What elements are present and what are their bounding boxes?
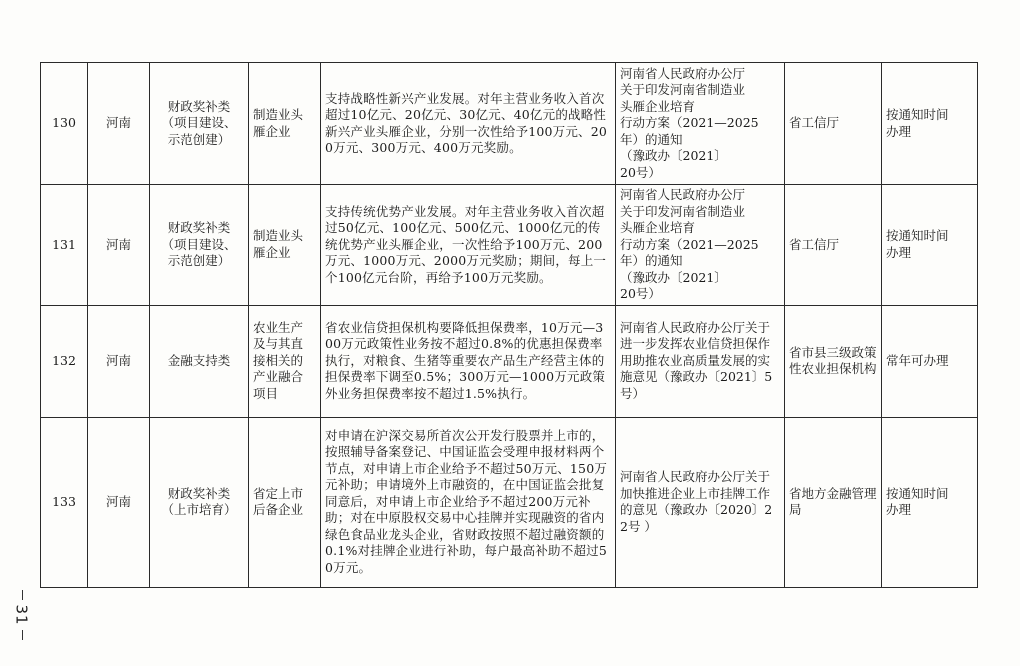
policy-content-cell: 省农业信贷担保机构要降低担保费率，10万元—300万元政策性业务按不超过0.8%的优惠担保费率执行，对粮食、生猪等重要农产品生产经营主体的担保费率下调至0.5%；300万元—1000万元政策外业务担保费率按不超过1.5%执行。 <box>321 305 616 417</box>
category-cell: 财政奖补类 （项目建设、 示范创建） <box>150 185 249 306</box>
policy-table <box>40 62 978 588</box>
page-number-dash-bottom <box>22 630 23 640</box>
department-cell: 省地方金融管理局 <box>785 417 882 587</box>
category-cell: 财政奖补类 （项目建设、 示范创建） <box>150 63 249 185</box>
department-cell: 省工信厅 <box>785 63 882 185</box>
policy-content-cell: 支持传统优势产业发展。对年主营业务收入首次超过50亿元、100亿元、500亿元、1000亿元的传统优势产业头雁企业，一次性给予100万元、200万元、1000万元、2000万元奖励；期间，每上一个100亿元台阶，再给予100万元奖励。 <box>321 185 616 306</box>
table-row <box>41 63 978 185</box>
subject-cell: 制造业头 雁企业 <box>249 185 321 306</box>
subject-cell: 制造业头 雁企业 <box>249 63 321 185</box>
policy-document-cell: 河南省人民政府办公厅 关于印发河南省制造业 头雁企业培育 行动方案（2021—2025 年）的通知 （豫政办〔2021〕 20号） <box>616 185 785 306</box>
row-number: 132 <box>41 305 88 417</box>
row-number: 133 <box>41 417 88 587</box>
policy-content-cell: 支持战略性新兴产业发展。对年主营业务收入首次超过10亿元、20亿元、30亿元、40亿元的战略性新兴产业头雁企业，分别一次性给予100万元、200万元、300万元、400万元奖励。 <box>321 63 616 185</box>
table-row <box>41 417 978 587</box>
policy-document-cell: 河南省人民政府办公厅关于进一步发挥农业信贷担保作用助推农业高质量发展的实施意见（豫政办〔2021〕5号） <box>616 305 785 417</box>
page-number-text: 31 <box>13 604 31 626</box>
region-cell: 河南 <box>88 63 150 185</box>
table-row <box>41 185 978 306</box>
subject-cell: 省定上市 后备企业 <box>249 417 321 587</box>
page-number <box>12 590 32 650</box>
category-cell: 金融支持类 <box>150 305 249 417</box>
timing-cell: 按通知时间 办理 <box>882 63 978 185</box>
page-number-dash-top <box>22 590 23 600</box>
department-cell: 省市县三级政策性农业担保机构 <box>785 305 882 417</box>
timing-cell: 按通知时间 办理 <box>882 417 978 587</box>
timing-cell: 按通知时间 办理 <box>882 185 978 306</box>
policy-content-cell: 对申请在沪深交易所首次公开发行股票并上市的，按照辅导备案登记、中国证监会受理申报材料两个节点，对申请上市企业给予不超过50万元、150万元补助；申请境外上市融资的，在中国证监会批复同意后，对申请上市企业给予不超过200万元补助；对在中原股权交易中心挂牌并实现融资的省内绿色食品业龙头企业，省财政按照不超过融资额的0.1%对挂牌企业进行补助，每户最高补助不超过50万元。 <box>321 417 616 587</box>
region-cell: 河南 <box>88 185 150 306</box>
row-number: 131 <box>41 185 88 306</box>
category-cell: 财政奖补类 （上市培育） <box>150 417 249 587</box>
subject-cell: 农业生产 及与其直 接相关的 产业融合 项目 <box>249 305 321 417</box>
timing-cell: 常年可办理 <box>882 305 978 417</box>
policy-document-cell: 河南省人民政府办公厅 关于印发河南省制造业 头雁企业培育 行动方案（2021—2025 年）的通知 （豫政办〔2021〕 20号） <box>616 63 785 185</box>
region-cell: 河南 <box>88 305 150 417</box>
table-row <box>41 305 978 417</box>
policy-document-cell: 河南省人民政府办公厅关于加快推进企业上市挂牌工作的意见（豫政办〔2020〕22号 ） <box>616 417 785 587</box>
department-cell: 省工信厅 <box>785 185 882 306</box>
region-cell: 河南 <box>88 417 150 587</box>
row-number: 130 <box>41 63 88 185</box>
